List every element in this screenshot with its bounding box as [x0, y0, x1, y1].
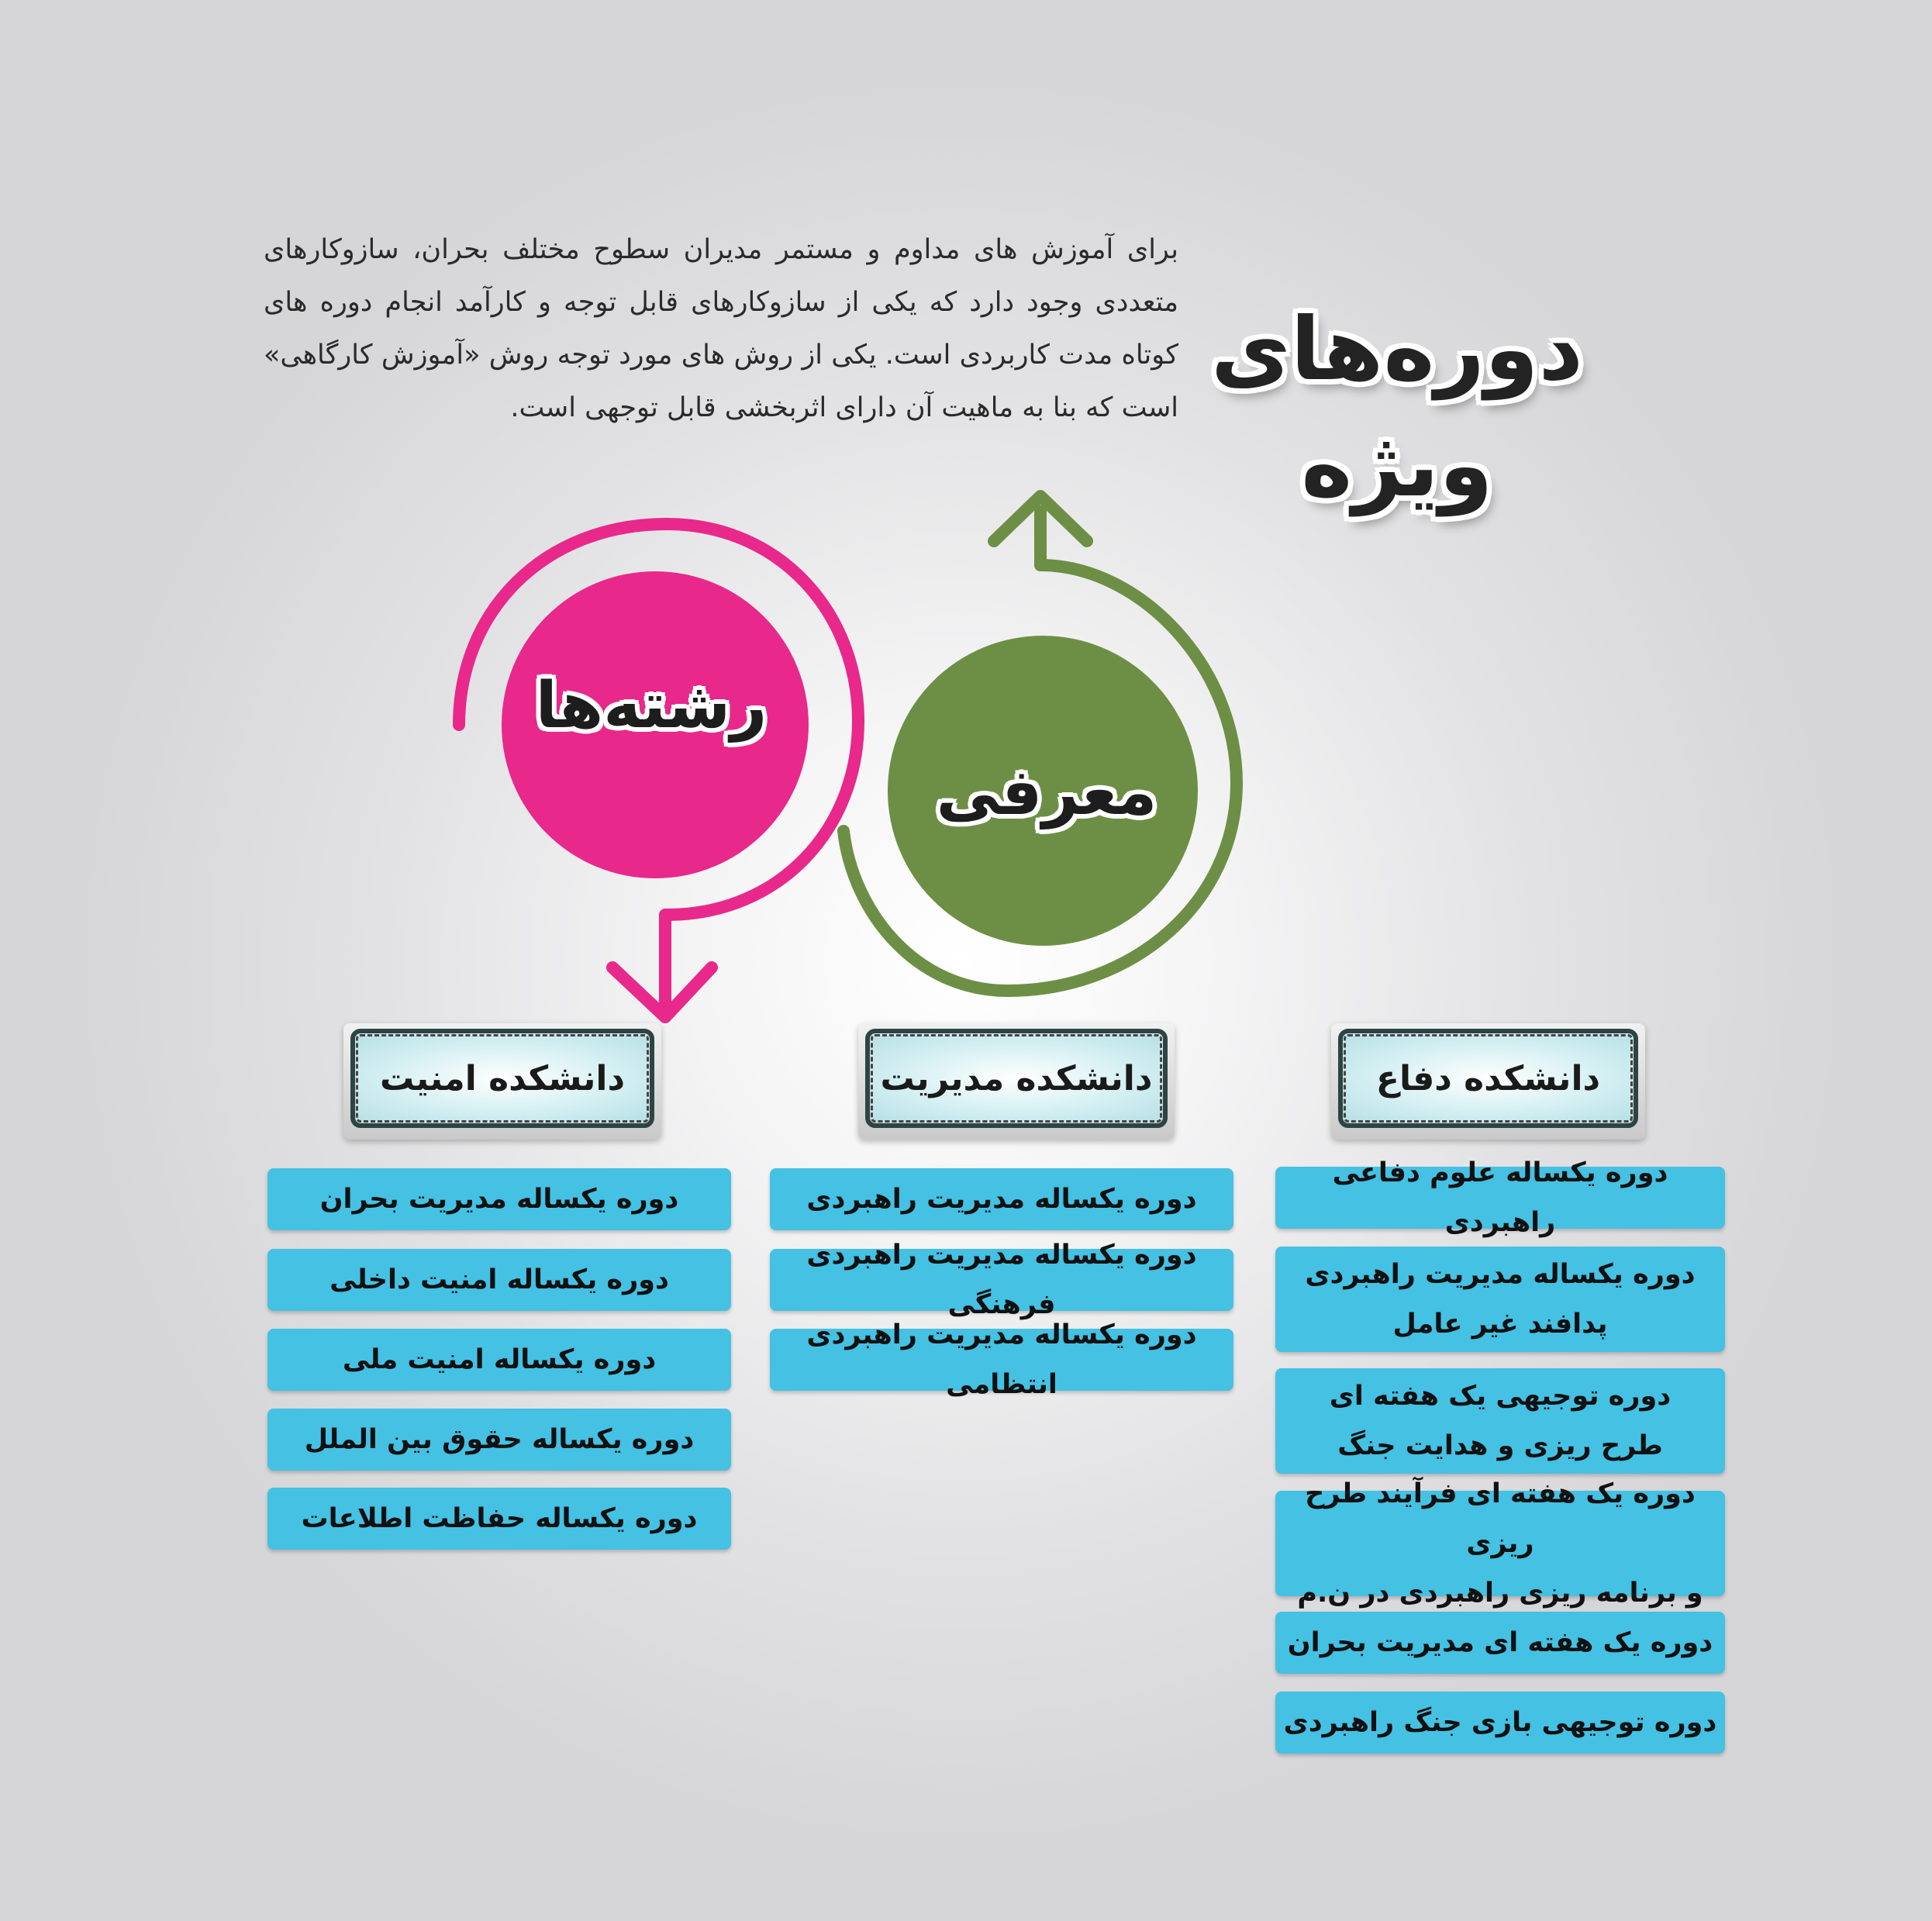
course-item: دوره یک هفته ای مدیریت بحران: [1275, 1612, 1725, 1674]
course-item: دوره یکساله مدیریت بحران: [267, 1168, 731, 1230]
page-title-line1: دوره‌های: [1210, 299, 1584, 400]
course-item: دوره یکساله امنیت ملی: [267, 1329, 731, 1391]
page-title-line2: ویژه: [1301, 416, 1493, 516]
header-defa: [1331, 1023, 1645, 1140]
course-item: دوره یکساله علوم دفاعی راهبردی: [1275, 1167, 1725, 1229]
course-item: دوره یکساله مدیریت راهبردی فرهنگی: [770, 1249, 1233, 1311]
header-amniat-label: دانشکده امنیت: [356, 1034, 649, 1123]
circle-label-moarefi: معرفی: [936, 756, 1157, 829]
course-item: دوره توجیهی یک هفته ای طرح ریزی و هدایت جنگ: [1275, 1368, 1725, 1474]
header-modiriat: [858, 1023, 1175, 1140]
course-item: دوره یکساله مدیریت راهبردی: [770, 1168, 1233, 1230]
course-item: دوره توجیهی بازی جنگ راهبردی: [1275, 1692, 1725, 1754]
circle-label-reshteha: رشته‌ها: [535, 669, 768, 743]
header-defa-label: دانشکده دفاع: [1344, 1034, 1633, 1123]
header-amniat: [343, 1023, 661, 1140]
header-modiriat-label: دانشکده مدیریت: [871, 1034, 1162, 1123]
course-item: دوره یک هفته ای فرآیند طرح ریزی و برنامه ریزی راهبردی در ن.م: [1275, 1491, 1725, 1596]
course-item: دوره یکساله حفاظت اطلاعات: [267, 1488, 731, 1550]
course-item: دوره یکساله امنیت داخلی: [267, 1249, 731, 1311]
intro-paragraph: برای آموزش های مداوم و مستمر مدیران سطوح مختلف بحران، سازوکارهای متعددی وجود دارد که یکی از سازوکارهای قابل توجه و کارآمد انجام دوره های کوتاه مدت کاربردی است. یکی از روش های مورد توجه روش «آموزش کارگاهی» است که بنا به ماهیت آن دارای اثربخشی قابل توجهی است.: [264, 234, 1178, 423]
course-item: دوره یکساله مدیریت راهبردی انتظامی: [770, 1329, 1233, 1391]
course-item: دوره یکساله حقوق بین الملل: [267, 1409, 731, 1471]
course-item: دوره یکساله مدیریت راهبردی پدافند غیر عامل: [1275, 1247, 1725, 1352]
